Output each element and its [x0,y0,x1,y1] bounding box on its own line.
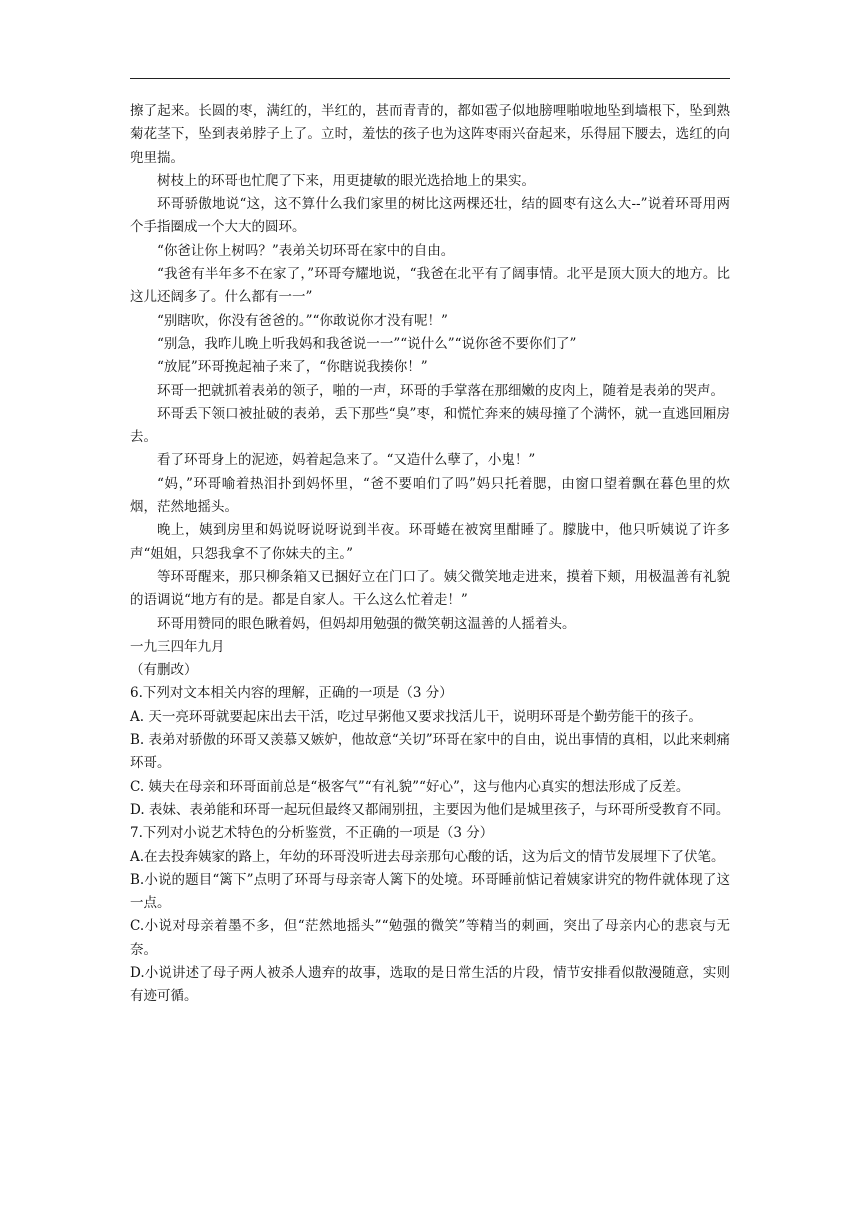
story-paragraph: 等环哥醒来，那只柳条箱又已捆好立在门口了。姨父微笑地走进来，摸着下颊，用极温善有礼貌的语调说“地方有的是。都是自家人。干么这么忙着走！” [130,568,730,609]
question-7-option-d: D.小说讲述了母子两人被杀人遗弃的故事，选取的是日常生活的片段，情节安排看似散漫随意，实则有迹可循。 [130,964,730,1005]
story-paragraph: “放屁”环哥挽起袖子来了，“你瞎说我揍你！” [157,359,428,376]
story-date: 一九三四年九月 [130,638,225,655]
question-7-option-a: A.在去投奔姨家的路上，年幼的环哥没听进去母亲那句心酸的话，这为后文的情节发展埋下了伏笔。 [130,848,725,865]
question-6-option-a: A. 天一亮环哥就要起床出去干活，吃过早粥他又要求找活儿干，说明环哥是个勤劳能干的孩子。 [130,708,702,725]
document-body [130,100,730,1009]
story-note: （有删改） [130,662,198,679]
question-6-option-d: D. 表妹、表弟能和环哥一起玩但最终又都闹别扭，主要因为他们是城里孩子，与环哥所受教育不同。 [130,801,730,818]
story-paragraph: 环哥骄傲地说“这，这不算什么我们家里的树比这两棵还壮，结的圆枣有这么大--”说着环哥用两个手指圈成一个大大的圆环。 [130,196,730,236]
story-paragraph: “妈，”环哥喻着热泪扑到妈怀里，“爸不要咱们了吗”妈只托着腮，由窗口望着飘在暮色里的炊烟，茫然地摇头。 [130,475,730,516]
story-paragraph: “我爸有半年多不在家了，”环哥夸耀地说，“我爸在北平有了阔事情。北平是顶大顶大的地方。比这儿还阔多了。什么都有一一” [130,266,730,306]
question-6-option-c: C. 姨夫在母亲和环哥面前总是“极客气”“有礼貌”“好心”，这与他内心真实的想法形成了反差。 [130,778,690,795]
story-paragraph: “别瞎吹，你没有爸爸的。”“你敢说你才没有呢！” [157,312,448,329]
story-paragraph: 晚上，姨到房里和妈说呀说呀说到半夜。环哥蜷在被窝里酣睡了。朦胧中，他只听姨说了许多声“姐姐，只怨我拿不了你妹夫的主。” [130,522,730,562]
story-paragraph: “你爸让你上树吗？”表弟关切环哥在家中的自由。 [157,242,455,259]
question-7-option-c: C.小说对母亲着墨不多，但“茫然地摇头”“勉强的微笑”等精当的刺画，突出了母亲内心的悲哀与无奈。 [130,918,730,958]
story-paragraph: 看了环哥身上的泥迹，妈着起急来了。“又造什么孽了，小鬼！” [157,452,536,469]
question-7-option-b: B.小说的题目“篱下”点明了环哥与母亲寄人篱下的处境。环哥睡前惦记着姨家讲究的物件就体现了这一点。 [130,871,730,912]
story-paragraph: 环哥丢下领口被扯破的表弟，丢下那些“臭”枣，和慌忙奔来的姨母撞了个满怀，就一直逃回厢房去。 [130,405,730,446]
story-paragraph: “别急，我昨儿晚上听我妈和我爸说一一”“说什么”“说你爸不要你们了” [157,335,577,352]
header-rule [130,78,730,79]
story-paragraph: 树枝上的环哥也忙爬了下来，用更捷敏的眼光选拾地上的果实。 [157,172,535,189]
question-6-stem: 6.下列对文本相关内容的理解，正确的一项是（3 分） [130,685,453,702]
question-6-option-b: B. 表弟对骄傲的环哥又羡慕又嫉妒，他故意“关切”环哥在家中的自由，说出事情的真相，以此来刺痛环哥。 [130,732,730,772]
story-paragraph: 擦了起来。长圆的枣，满红的，半红的，甚而青青的，都如雹子似地膀哩啪啦地坠到墙根下，坠到熟菊花茎下，坠到表弟脖子上了。立时，羞怯的孩子也为这阵枣雨兴奋起来，乐得屈下腰去，选红的向兜里揣。 [130,103,730,166]
question-7-stem: 7.下列对小说艺术特色的分析鉴赏，不正确的一项是（3 分） [130,825,494,842]
story-paragraph: 环哥用赞同的眼色瞅着妈，但妈却用勉强的微笑朝这温善的人摇着头。 [157,615,576,632]
story-paragraph: 环哥一把就抓着表弟的领子，啪的一声，环哥的手掌落在那细嫩的皮肉上，随着是表弟的哭声。 [157,382,724,399]
